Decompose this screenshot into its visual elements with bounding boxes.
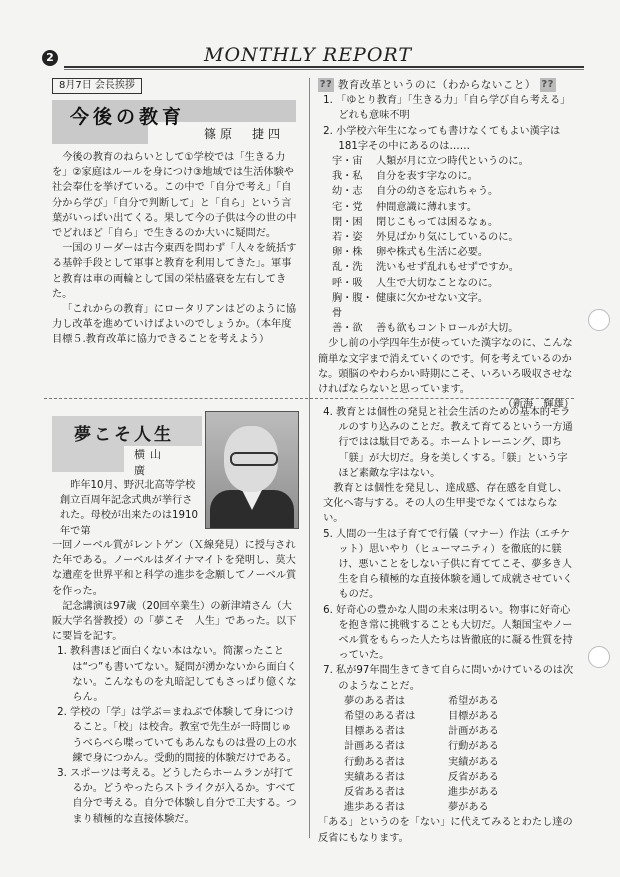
kanji-pair: 胸・腹・骨: [332, 292, 373, 320]
kanji-pair: 乱・洗: [332, 262, 363, 274]
author-portrait: [205, 411, 299, 529]
article3-point: 5. 人間の一生は子育てで行儀（マナー）作法（エチケット）思いやり（ヒューマニティ）を徹底的に躾け、悪いことをしない子供に育ててこそ、夢多き人生を自ら積極的な直接体験を通して成就させていくものだ。: [323, 528, 573, 601]
binder-hole-bottom: [588, 646, 610, 668]
goal-row: [344, 785, 574, 800]
newsletter-title: MONTHLY REPORT: [204, 44, 413, 66]
kanji-row: [318, 184, 574, 199]
article3-intro: [60, 478, 200, 539]
goal-row: [344, 739, 574, 754]
article2-item: 1. 「ゆとり教育」「生きる力」「自ら学び自ら考える」どれも意味不明: [323, 95, 571, 122]
goal-row: [344, 709, 574, 724]
article3-point: 6. 好奇心の豊かな人間の未来は明るい。物事に好奇心を抱き常に挑戦することも大切だ。人類国宝やノーベル賞をもらった人たちは皆徹底的に凝る性質を持っていた。: [323, 604, 573, 662]
kanji-list: [318, 154, 574, 336]
article3-paragraph-cont: 一回ノーベル賞がレントゲン（Ｘ線発見）に授与された年である。ノーベルはダイナマイトを発明し、莫大な遺産を世界平和と科学の進歩を念願してノーベル賞を作った。: [52, 540, 297, 597]
goal-condition: 反省ある者は: [344, 787, 406, 799]
kanji-note: 善も欲もコントロールが大切。: [376, 323, 519, 335]
page-header: [34, 44, 574, 70]
kanji-note: 自分の幼さを忘れちゃう。: [376, 186, 499, 198]
goal-condition: 行動ある者は: [344, 756, 406, 768]
article1-tag: 8月7日 会長挨拶: [52, 78, 142, 94]
kanji-row: [318, 245, 574, 260]
goal-row: [344, 770, 574, 785]
kanji-row: [318, 215, 574, 230]
goal-result: 行動がある: [448, 741, 499, 753]
kanji-pair: 宇・宙: [332, 156, 363, 168]
article3-paragraph: 教育とは個性を発見し、達成感、存在感を自覚し、文化へ寄与する。その人の生甲斐でなくてはならない。: [323, 483, 568, 525]
kanji-pair: 閉・困: [332, 216, 363, 228]
goal-condition: 計画ある者は: [344, 741, 406, 753]
article2-closing: 少し前の小学四年生が使っていた漢字なのに、こんな簡単な文字まで消えていくのです。何を考えているのかな。頭脳のやわらかい時期にこそ、いろいろ吸収させなければならないと思っています。: [318, 338, 573, 396]
article1-title-box: [52, 100, 296, 144]
article3-point: 3. スポーツは考える。どうしたらホームランが打てるか。どうやったらストライクが入るか。すべて自分で考える。自分で体験し自分で工夫する。つまり積極的な直接体験だ。: [57, 768, 297, 825]
article1-paragraph: 一国のリーダーは古今東西を問わず「人々を統括する基幹手段として軍事と教育を利用してきた」。軍事と教育は車の両輪として国の栄枯盛衰を左右してきた。: [52, 243, 297, 300]
page-number: 2: [42, 50, 58, 66]
article3-body-left: [52, 538, 300, 827]
article1-paragraph: 「これからの教育」にロータリアンはどのように協力し改革を進めていけばよいのでしょうか。（本年度目標５.教育改革に協力できることを考えよう）: [52, 304, 297, 346]
article3-point: 2. 学校の「学」は学ぶ＝まねぶで体験して身につけること。「校」は校舎。教室で先生が一時間じゅうべらべら喋っていてもあんなものは畳の上の水練で身につかん。受動的間接的体験だけである。: [57, 707, 297, 764]
kanji-pair: 我・私: [332, 171, 363, 183]
goal-row: [344, 724, 574, 739]
header-rule-thin: [64, 69, 584, 70]
goals-list: [344, 694, 574, 816]
article2-item: 2. 小学校六年生になっても書けなくてもよい漢字は181字その中にあるのは……: [323, 125, 561, 152]
goal-row: [344, 800, 574, 815]
goal-result: 目標がある: [448, 711, 499, 723]
kanji-pair: 呼・吸: [332, 277, 363, 289]
kanji-note: 人生で大切なことなのに。: [376, 277, 499, 289]
kanji-pair: 善・欲: [332, 323, 363, 335]
kanji-note: 卵や株式も生活に必要。: [376, 247, 489, 259]
goal-condition: 実績ある者は: [344, 771, 406, 783]
goal-condition: 夢のある者は: [344, 695, 406, 707]
kanji-note: 外見ばかり気にしているのに。: [376, 232, 519, 244]
question-mark-icon: ??: [319, 79, 333, 90]
kanji-pair: 幼・志: [332, 186, 363, 198]
kanji-row: [318, 169, 574, 184]
article3-title-box: [52, 416, 202, 477]
article3-final: 「ある」というのを「ない」に代えてみるとわたし達の反省にもなります。: [318, 817, 573, 844]
goal-condition: 進歩ある者は: [344, 802, 406, 814]
kanji-pair: 卵・株: [332, 247, 363, 259]
article3-point: 1. 教科書ほど面白くない本はない。简潔ったことは“つ”も書いてない。疑問が湧かないから面白くない。こんなものを丸暗記してもさっぱり億くならん。: [57, 646, 297, 704]
kanji-row: [318, 260, 574, 275]
article2-author: （新海 輝雄）: [502, 399, 574, 411]
kanji-row: [318, 291, 574, 321]
goal-condition: 希望のある者は: [344, 711, 416, 723]
article3-paragraph: 記念講演は97歳（20回卒業生）の新津靖さん（大阪大学名誉教授）の「夢こそ 人生」であった。以下に要旨を記す。: [52, 600, 297, 643]
kanji-note: 自分を表す字なのに。: [376, 171, 478, 183]
article3-point: 7. 私が97年間生きてきて自らに問いかけているのは次のようなことだ。: [323, 665, 574, 692]
kanji-row: [318, 276, 574, 291]
kanji-row: [318, 321, 574, 336]
goal-result: 実績がある: [448, 756, 499, 768]
article1-title: 今後の教育: [70, 106, 186, 128]
kanji-note: 人類が月に立つ時代というのに。: [376, 156, 529, 168]
binder-hole-top: [588, 309, 610, 331]
column-divider: [309, 78, 310, 838]
kanji-pair: 若・姿: [332, 232, 363, 244]
goal-result: 希望がある: [448, 695, 499, 707]
article3-paragraph: 昨年10月、野沢北高等学校創立百周年記念式典が挙行された。母校が出来たのは1910年で第: [60, 480, 198, 537]
kanji-row: [318, 154, 574, 169]
goal-result: 夢がある: [448, 802, 489, 814]
article2-heading: 教育改革というのに（わからないこと）: [337, 79, 536, 91]
article3-title: 夢こそ人生: [74, 425, 174, 445]
article2: [318, 78, 574, 412]
goal-result: 進歩がある: [448, 787, 499, 799]
goal-condition: 目標ある者は: [344, 726, 406, 738]
kanji-pair: 宅・党: [332, 201, 363, 213]
article2-heading-row: [318, 78, 574, 93]
goal-result: 計画がある: [448, 726, 499, 738]
kanji-row: [318, 200, 574, 215]
kanji-note: 仲間意識に薄れます。: [376, 201, 478, 213]
goal-result: 反省がある: [448, 771, 499, 783]
kanji-row: [318, 230, 574, 245]
article1-tag-wrap: [52, 78, 142, 94]
article1-paragraph: 今後の教育のねらいとして①学校では「生きる力を」②家庭はルールを身につけ③地域では生活体験や社会奉仕を挙げている。この中で「自分で考え」「自分から学び」「自分で判断して」と「自ら」という言葉がいっぱい出てくる。果して今の子供は今の世の中でどれほど「自ら」で生きるのか大いに疑問だ。: [52, 152, 297, 240]
kanji-note: 閉じこもっては困るなぁ。: [376, 216, 499, 228]
header-rule: [64, 66, 584, 68]
kanji-note: 健康に欠かせない文字。: [376, 292, 489, 304]
goal-row: [344, 694, 574, 709]
article3-author: 横山 廣: [124, 446, 202, 478]
question-mark-icon: ??: [541, 79, 554, 90]
article3-body-right: [318, 405, 574, 846]
article1-body: [52, 150, 300, 348]
article1-author: 篠原 捷四: [203, 127, 284, 141]
kanji-note: 洗いもせず乱れもせずですか。: [376, 262, 519, 274]
article3-point: 4. 教育とは個性の発見と社会生活のための基本的モラルのすり込みのことだ。教えて育てるという一方通行ではは駄目である。ホームトレーニング、即ち「躾」が大切だ。身を美しくする。「躾」という字ほど素敵な字はない。: [323, 407, 573, 479]
goal-row: [344, 755, 574, 770]
